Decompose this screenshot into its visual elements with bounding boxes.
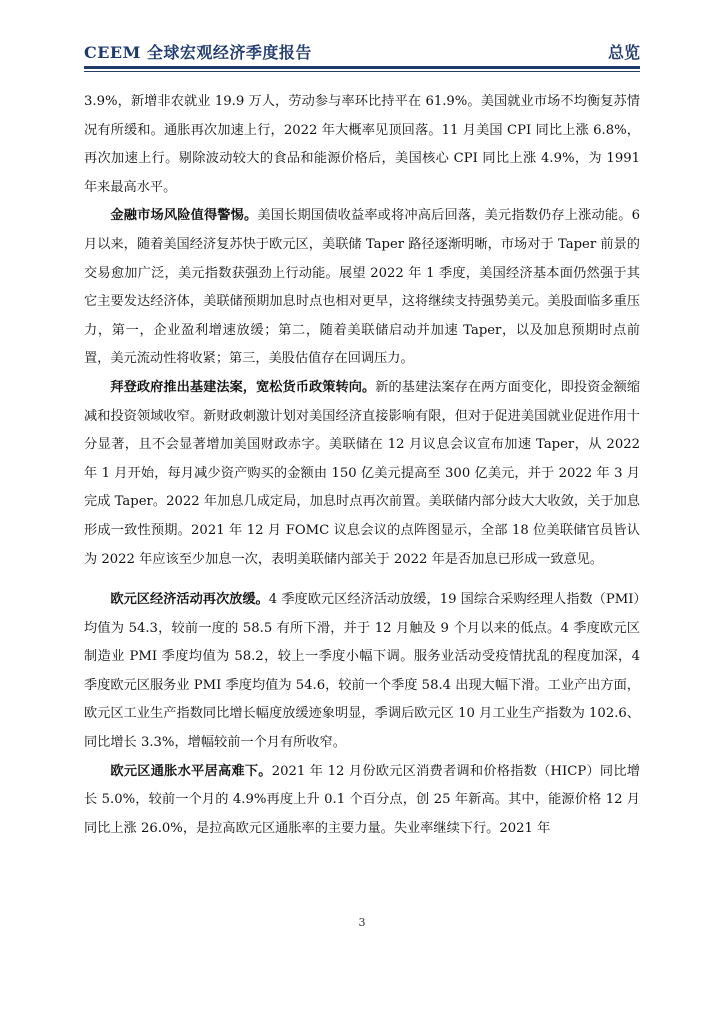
paragraph-lead: 金融市场风险值得警惕。 [110,208,258,224]
page-number: 3 [358,916,366,929]
paragraph-lead: 欧元区经济活动再次放缓。 [110,592,269,608]
report-title: CEEM 全球宏观经济季度报告 [84,43,312,62]
header-rule [84,66,640,69]
paragraph [84,374,640,574]
paragraph-lead: 欧元区通胀水平居高难下。 [110,763,272,779]
paragraph [84,586,640,758]
body-text [84,88,640,843]
header-rule-thin [84,71,640,72]
paragraph [84,758,640,844]
paragraph [84,202,640,374]
page-header [84,38,640,68]
paragraph-text: 3.9%，新增非农就业 19.9 万人，劳动参与率环比持平在 61.9%。美国就业市场不均衡复苏情况有所缓和。通胀再次加速上行，2022 年大概率见顶回落。11 月美国 CPI 同比上涨 6.8%，再次加速上行。剔除波动较大的食品和能源价格后，美国核心 CPI 同比上涨 4.9%，为 1991 年来最高水平。 [84,94,640,195]
paragraph-text: 新的基建法案存在两方面变化，即投资金额缩减和投资领域收窄。新财政刺激计划对美国经济直接影响有限，但对于促进美国就业促进作用十分显著，且不会显著增加美国财政赤字。美联储在 12 月议息会议宣布加速 Taper，从 2022 年 1 月开始，每月减少资产购买的金额由 150 亿美元提高至 300 亿美元，并于 2022 年 3 月完成 Taper。2022 年加息几成定局，加息时点再次前置。美联储内部分歧大大收敛，关于加息形成一致性预期。2021 年 12 月 FOMC 议息会议的点阵图显示，全部 18 位美联储官员皆认为 2022 年应该至少加息一次，表明美联储内部关于 2022 年是否加息已形成一致意见。 [84,379,641,567]
paragraph-text: 美国长期国债收益率或将冲高后回落，美元指数仍存上涨动能。6 月以来，随着美国经济复苏快于欧元区，美联储 Taper 路径逐渐明晰，市场对于 Taper 前景的交易愈加广泛，美元指数获强劲上行动能。展望 2022 年 1 季度，美国经济基本面仍然强于其它主要发达经济体，美联储预期加息时点也相对更早，这将继续支持强势美元。美股面临多重压力，第一，企业盈利增速放缓；第二，随着美联储启动并加速 Taper，以及加息预期时点前置，美元流动性将收紧；第三，美股估值存在回调压力。 [84,208,641,367]
paragraph-text: 4 季度欧元区经济活动放缓，19 国综合采购经理人指数（PMI）均值为 54.3，较前一度的 58.5 有所下滑，并于 12 月触及 9 个月以来的低点。4 季度欧元区制造业 PMI 季度均值为 58.2，较上一季度小幅下调。服务业活动受疫情扰乱的程度加深，4 季度欧元区服务业 PMI 季度均值为 54.6，较前一个季度 58.4 出现大幅下滑。工业产出方面，欧元区工业生产指数同比增长幅度放缓迹象明显，季调后欧元区 10 月工业生产指数为 102.6、同比增长 3.3%，增幅较前一个月有所收窄。 [84,592,641,751]
paragraph-text: 2021 年 12 月份欧元区消费者调和价格指数（HICP）同比增长 5.0%，较前一个月的 4.9%再度上升 0.1 个百分点，创 25 年新高。其中，能源价格 12 月同比上涨 26.0%，是拉高欧元区通胀率的主要力量。失业率继续下行。2021 年 [84,763,640,836]
section-title: 总览 [607,43,640,62]
paragraph-lead: 拜登政府推出基建法案，宽松货币政策转向。 [110,379,376,395]
paragraph [84,88,640,202]
